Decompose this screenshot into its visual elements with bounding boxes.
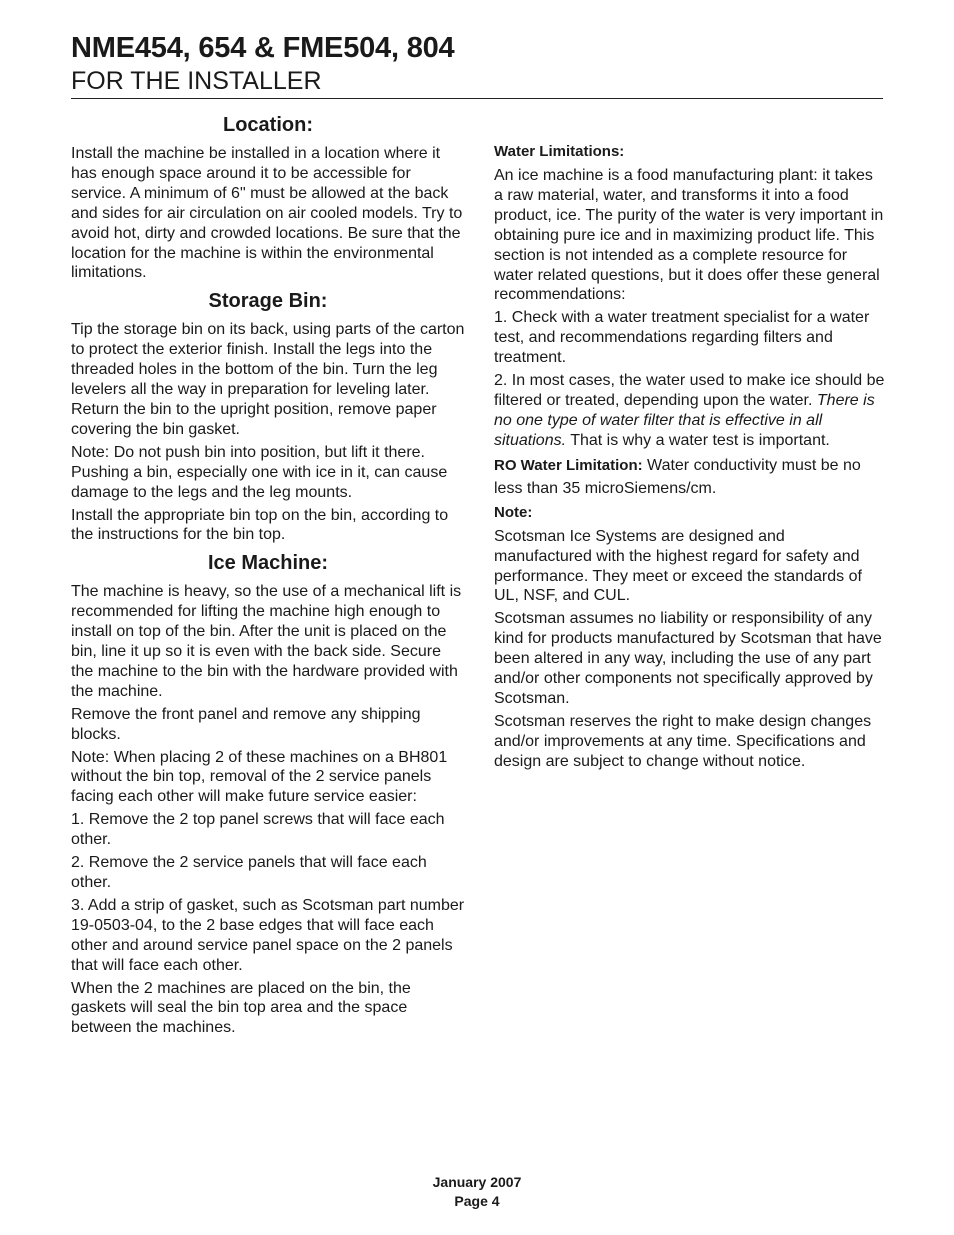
page-subtitle: FOR THE INSTALLER xyxy=(71,67,322,95)
right-column xyxy=(494,142,886,775)
water-recommendation-2-start: 2. In most cases, the water used to make ice should be filtered or treated, depending upon the water. xyxy=(494,372,885,409)
ice-machine-heading: Ice Machine: xyxy=(207,552,329,575)
ice-machine-paragraph: When the 2 machines are placed on the bin, the gaskets will seal the bin top area and the space between the machines. xyxy=(71,979,411,1037)
ice-machine-step: 1. Remove the 2 top panel screws that will face each other. xyxy=(71,811,445,849)
note-paragraph: Scotsman reserves the right to make design changes and/or improvements at any time. Specifications and design are subject to change without notice. xyxy=(494,712,872,770)
water-limitations-heading: Water Limitations: xyxy=(494,143,625,160)
header-divider xyxy=(71,98,883,99)
storage-bin-paragraph: Install the appropriate bin top on the bin, according to the instructions for the bin top. xyxy=(71,506,449,544)
water-limitations-intro: An ice machine is a food manufacturing plant: it takes a raw material, water, and transforms it into a food product, ice. The purity of the water is very important in obtaining pure ice and in maximizing product life. This section is not intended as a complete resource for water related questions, but it does offer these general recommendations: xyxy=(494,167,884,304)
water-recommendation-2 xyxy=(494,371,886,451)
page-title: NME454, 654 & FME504, 804 xyxy=(71,32,455,64)
note-paragraph: Scotsman Ice Systems are designed and manufactured with the highest regard for safety and performance. They meet or exceed the standards of UL, NSF, and CUL. xyxy=(494,527,862,605)
left-column xyxy=(71,112,465,1041)
ro-water-label: RO Water Limitation: xyxy=(494,456,643,474)
ro-water-text: Water conductivity must be no less than 35 microSiemens/cm. xyxy=(494,456,861,497)
storage-bin-paragraph: Tip the storage bin on its back, using parts of the carton to protect the exterior finish. Install the legs into the threaded holes in the bottom of the bin. Turn the leg levelers all the way in preparation for leveling later. Return the bin to the upright position, remove paper covering the bin gasket. xyxy=(71,321,465,438)
water-recommendation-1: 1. Check with a water treatment specialist for a water test, and recommendations regarding filters and treatment. xyxy=(494,309,870,367)
note-heading: Note: xyxy=(494,503,533,521)
ro-water-limitation xyxy=(494,454,886,500)
note-paragraph: Scotsman assumes no liability or responsibility of any kind for products manufactured by Scotsman that have been altered in any way, including the use of any part and/or other components not specifically approved by Scotsman. xyxy=(494,610,882,707)
water-recommendation-2-emphasis: There is no one type of water filter that is effective in all situations. xyxy=(494,391,875,449)
page-number: Page 4 xyxy=(454,1193,500,1209)
storage-bin-note: Note: Do not push bin into position, but lift it there. Pushing a bin, especially one with ice in it, can cause damage to the legs and the leg mounts. xyxy=(71,443,448,501)
storage-bin-heading: Storage Bin: xyxy=(208,290,328,313)
location-paragraph: Install the machine be installed in a location where it has enough space around it to be accessible for service. A minimum of 6" must be allowed at the back and sides for air circulation on air cooled models. Try to avoid hot, dirty and crowded locations. Be sure that the location for the machine is within the environmental limitations. xyxy=(71,145,463,282)
location-heading: Location: xyxy=(223,114,313,136)
water-recommendation-2-end: That is why a water test is important. xyxy=(566,431,830,449)
ice-machine-paragraph: The machine is heavy, so the use of a mechanical lift is recommended for lifting the machine high enough to install on top of the bin. After the unit is placed on the bin, line it up so it is even with the back side. Secure the machine to the bin with the hardware provided with the machine. xyxy=(71,583,462,700)
ice-machine-note: Note: When placing 2 of these machines on a BH801 without the bin top, removal of the 2 service panels facing each other will make future service easier: xyxy=(71,748,448,806)
footer-date: January 2007 xyxy=(432,1174,522,1190)
ice-machine-step: 3. Add a strip of gasket, such as Scotsman part number 19-0503-04, to the 2 base edges that will face each other and around service panel space on the 2 panels that will face each other. xyxy=(71,896,465,974)
ice-machine-step: 2. Remove the 2 service panels that will face each other. xyxy=(71,854,427,891)
ice-machine-paragraph: Remove the front panel and remove any shipping blocks. xyxy=(71,705,421,743)
